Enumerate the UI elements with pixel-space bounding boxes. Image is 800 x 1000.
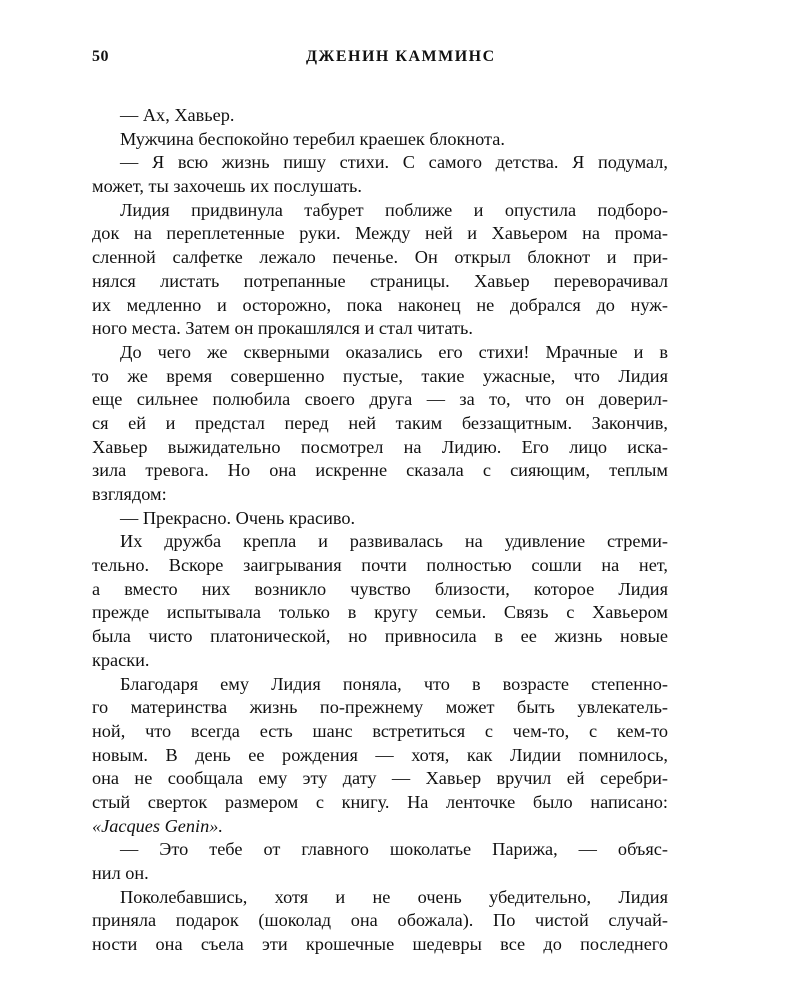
text-line: нил он.	[92, 863, 149, 883]
text-line: зила тревога. Но она искренне сказала с сияющим, теплым	[92, 460, 668, 481]
text-line: новым. В день ее рождения — хотя, как Лидии помнилось,	[92, 744, 668, 765]
text-line: го материнства жизнь по-прежнему может быть увлекатель-	[92, 697, 668, 718]
text-line: краски.	[92, 649, 150, 670]
text-line: приняла подарок (шоколад она обожала). По чистой случай-	[92, 910, 668, 931]
text-line: Их дружба крепла и развивалась на удивление стреми-	[120, 531, 668, 552]
text-line: их медленно и осторожно, пока наконец не добрался до нуж-	[92, 294, 668, 315]
text-line: еще сильнее полюбила своего друга — за то, что он доверил-	[92, 389, 668, 410]
body-text	[92, 104, 668, 957]
text-line: ности она съела эти крошечные шедевры все до последнего	[92, 934, 668, 955]
text-line: сленной салфетке лежало печенье. Он открыл блокнот и при-	[92, 247, 668, 268]
text-line: Благодаря ему Лидия поняла, что в возрасте степенно-	[120, 673, 668, 694]
text-line: Поколебавшись, хотя и не очень убедительно, Лидия	[120, 886, 668, 907]
text-line: — Прекрасно. Очень красиво.	[120, 507, 356, 528]
text-line: Мужчина беспокойно теребил краешек блокнота.	[120, 128, 505, 149]
running-head	[92, 48, 668, 72]
text-line: тельно. Вскоре заигрывания почти полностью сошли на нет,	[92, 555, 668, 576]
text-line: ного места. Затем он прокашлялся и стал читать.	[92, 318, 473, 339]
text-line: — Ах, Хавьер.	[120, 105, 235, 125]
running-head-author: ДЖЕНИН КАММИНС	[306, 48, 496, 65]
text-line: — Это тебе от главного шоколатье Парижа, — объяс-	[120, 839, 668, 860]
text-line: ся ей и предстал перед ней таким беззащитным. Закончив,	[92, 412, 668, 433]
text-line: «Jacques Genin».	[92, 815, 223, 836]
text-line: взглядом:	[92, 484, 167, 504]
text-line: Лидия придвинула табурет поближе и опустила подборо-	[120, 199, 668, 220]
text-line: док на переплетенные руки. Между ней и Хавьером на прома-	[92, 223, 668, 244]
text-line: а вместо них возникло чувство близости, которое Лидия	[92, 578, 668, 599]
text-line: то же время совершенно пустые, такие ужасные, что Лидия	[92, 365, 668, 386]
text-line: ной, что всегда есть шанс встретиться с чем-то, с кем-то	[92, 720, 668, 741]
text-line: нялся листать потрепанные страницы. Хавьер переворачивал	[92, 270, 668, 291]
text-line: прежде испытывала только в кругу семьи. Связь с Хавьером	[92, 602, 668, 623]
text-line: Хавьер выжидательно посмотрел на Лидию. Его лицо иска-	[92, 436, 668, 457]
text-line: была чисто платонической, но привносила в ее жизнь новые	[92, 626, 668, 647]
text-line: она не сообщала ему эту дату — Хавьер вручил ей серебри-	[92, 768, 668, 789]
text-line: До чего же скверными оказались его стихи! Мрачные и в	[120, 341, 668, 362]
text-line: — Я всю жизнь пишу стихи. С самого детства. Я подумал,	[120, 152, 668, 173]
text-line: может, ты захочешь их послушать.	[92, 176, 362, 197]
page-number: 50	[92, 48, 109, 65]
text-line: стый сверток размером с книгу. На ленточке было написано:	[92, 791, 668, 812]
